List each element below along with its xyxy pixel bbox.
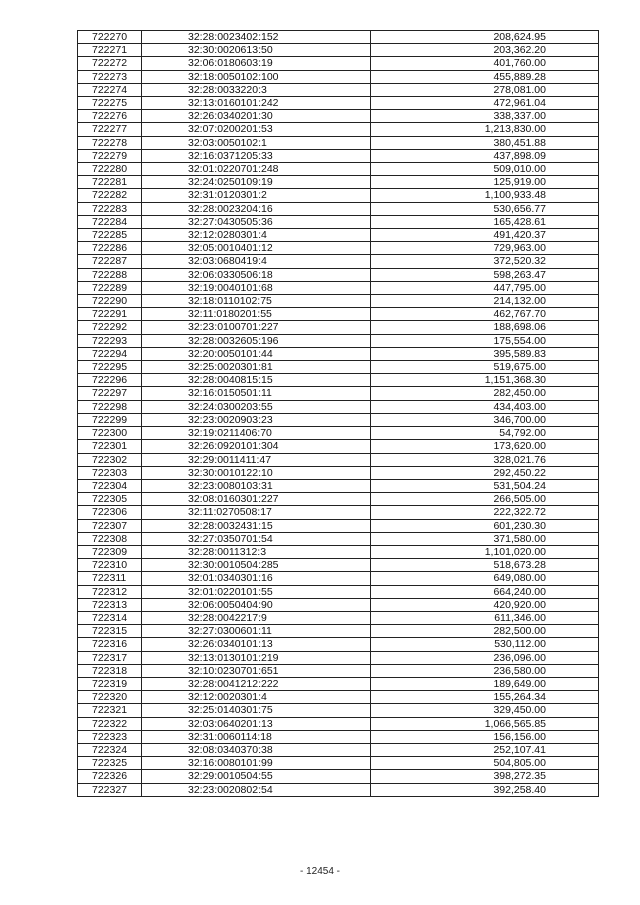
- record-id-cell: 722281: [78, 176, 142, 189]
- cadastral-number-cell: 32:27:0350701:54: [142, 532, 371, 545]
- value-cell: 504,805.00: [371, 757, 599, 770]
- cadastral-number-cell: 32:28:0040815:15: [142, 374, 371, 387]
- table-row: [78, 31, 599, 44]
- record-id-cell: 722286: [78, 242, 142, 255]
- table-row: [78, 506, 599, 519]
- table-row: [78, 255, 599, 268]
- cadastral-number-cell: 32:29:0010504:55: [142, 770, 371, 783]
- record-id-cell: 722284: [78, 215, 142, 228]
- cadastral-number-cell: 32:16:0371205:33: [142, 149, 371, 162]
- record-id-cell: 722302: [78, 453, 142, 466]
- table-row: [78, 730, 599, 743]
- value-cell: 338,337.00: [371, 110, 599, 123]
- value-cell: 203,362.20: [371, 44, 599, 57]
- cadastral-number-cell: 32:19:0040101:68: [142, 281, 371, 294]
- value-cell: 601,230.30: [371, 519, 599, 532]
- value-cell: 372,520.32: [371, 255, 599, 268]
- record-id-cell: 722309: [78, 545, 142, 558]
- record-id-cell: 722282: [78, 189, 142, 202]
- table-row: [78, 691, 599, 704]
- record-id-cell: 722312: [78, 585, 142, 598]
- record-id-cell: 722277: [78, 123, 142, 136]
- table-row: [78, 83, 599, 96]
- table-row: [78, 717, 599, 730]
- table-row: [78, 453, 599, 466]
- record-id-cell: 722298: [78, 400, 142, 413]
- record-id-cell: 722299: [78, 413, 142, 426]
- value-cell: 664,240.00: [371, 585, 599, 598]
- cadastral-number-cell: 32:23:0020903:23: [142, 413, 371, 426]
- record-id-cell: 722303: [78, 466, 142, 479]
- value-cell: 329,450.00: [371, 704, 599, 717]
- record-id-cell: 722306: [78, 506, 142, 519]
- table-row: [78, 638, 599, 651]
- record-id-cell: 722271: [78, 44, 142, 57]
- cadastral-number-cell: 32:23:0100701:227: [142, 321, 371, 334]
- cadastral-number-cell: 32:16:0150501:11: [142, 387, 371, 400]
- record-id-cell: 722321: [78, 704, 142, 717]
- table-row: [78, 242, 599, 255]
- record-id-cell: 722326: [78, 770, 142, 783]
- value-cell: 434,403.00: [371, 400, 599, 413]
- value-cell: 598,263.47: [371, 268, 599, 281]
- record-id-cell: 722287: [78, 255, 142, 268]
- cadastral-number-cell: 32:18:0050102:100: [142, 70, 371, 83]
- cadastral-number-cell: 32:18:0110102:75: [142, 295, 371, 308]
- table-row: [78, 413, 599, 426]
- record-id-cell: 722296: [78, 374, 142, 387]
- record-id-cell: 722301: [78, 440, 142, 453]
- record-id-cell: 722323: [78, 730, 142, 743]
- cadastral-number-cell: 32:06:0330506:18: [142, 268, 371, 281]
- value-cell: 472,961.04: [371, 97, 599, 110]
- table-row: [78, 770, 599, 783]
- cadastral-number-cell: 32:13:0160101:242: [142, 97, 371, 110]
- cadastral-number-cell: 32:31:0060114:18: [142, 730, 371, 743]
- table-row: [78, 598, 599, 611]
- cadastral-number-cell: 32:30:0010122:10: [142, 466, 371, 479]
- value-cell: 380,451.88: [371, 136, 599, 149]
- cadastral-number-cell: 32:28:0033220:3: [142, 83, 371, 96]
- cadastral-number-cell: 32:25:0140301:75: [142, 704, 371, 717]
- table-row: [78, 572, 599, 585]
- value-cell: 491,420.37: [371, 229, 599, 242]
- table-row: [78, 677, 599, 690]
- table-row: [78, 229, 599, 242]
- cadastral-number-cell: 32:23:0020802:54: [142, 783, 371, 796]
- value-cell: 208,624.95: [371, 31, 599, 44]
- cadastral-number-cell: 32:07:0200201:53: [142, 123, 371, 136]
- record-id-cell: 722279: [78, 149, 142, 162]
- table-row: [78, 585, 599, 598]
- page-number: - 12454 -: [299, 866, 341, 877]
- value-cell: 509,010.00: [371, 163, 599, 176]
- record-id-cell: 722319: [78, 677, 142, 690]
- table-row: [78, 70, 599, 83]
- cadastral-number-cell: 32:11:0270508:17: [142, 506, 371, 519]
- value-cell: 1,213,830.00: [371, 123, 599, 136]
- record-id-cell: 722274: [78, 83, 142, 96]
- record-id-cell: 722293: [78, 334, 142, 347]
- value-cell: 392,258.40: [371, 783, 599, 796]
- value-cell: 236,096.00: [371, 651, 599, 664]
- record-id-cell: 722320: [78, 691, 142, 704]
- value-cell: 447,795.00: [371, 281, 599, 294]
- value-cell: 398,272.35: [371, 770, 599, 783]
- cadastral-number-cell: 32:03:0640201:13: [142, 717, 371, 730]
- cadastral-number-cell: 32:19:0211406:70: [142, 427, 371, 440]
- record-id-cell: 722270: [78, 31, 142, 44]
- value-cell: 729,963.00: [371, 242, 599, 255]
- cadastral-number-cell: 32:28:0032605:196: [142, 334, 371, 347]
- record-id-cell: 722316: [78, 638, 142, 651]
- record-id-cell: 722294: [78, 347, 142, 360]
- table-row: [78, 97, 599, 110]
- record-id-cell: 722285: [78, 229, 142, 242]
- record-id-cell: 722308: [78, 532, 142, 545]
- cadastral-number-cell: 32:01:0340301:16: [142, 572, 371, 585]
- cadastral-number-cell: 32:03:0680419:4: [142, 255, 371, 268]
- cadastral-number-cell: 32:01:0220701:248: [142, 163, 371, 176]
- table-row: [78, 347, 599, 360]
- table-row: [78, 110, 599, 123]
- value-cell: 455,889.28: [371, 70, 599, 83]
- value-cell: 189,649.00: [371, 677, 599, 690]
- value-cell: 236,580.00: [371, 664, 599, 677]
- value-cell: 649,080.00: [371, 572, 599, 585]
- cadastral-number-cell: 32:23:0080103:31: [142, 479, 371, 492]
- value-cell: 371,580.00: [371, 532, 599, 545]
- value-cell: 437,898.09: [371, 149, 599, 162]
- record-id-cell: 722325: [78, 757, 142, 770]
- value-cell: 292,450.22: [371, 466, 599, 479]
- value-cell: 155,264.34: [371, 691, 599, 704]
- record-id-cell: 722288: [78, 268, 142, 281]
- table-row: [78, 202, 599, 215]
- value-cell: 188,698.06: [371, 321, 599, 334]
- table-row: [78, 334, 599, 347]
- record-id-cell: 722324: [78, 743, 142, 756]
- cadastral-number-cell: 32:06:0050404:90: [142, 598, 371, 611]
- table-row: [78, 559, 599, 572]
- value-cell: 222,322.72: [371, 506, 599, 519]
- cadastral-number-cell: 32:29:0011411:47: [142, 453, 371, 466]
- value-cell: 519,675.00: [371, 361, 599, 374]
- table-row: [78, 532, 599, 545]
- table-row: [78, 44, 599, 57]
- value-cell: 252,107.41: [371, 743, 599, 756]
- table-row: [78, 374, 599, 387]
- table-row: [78, 149, 599, 162]
- table-row: [78, 189, 599, 202]
- value-cell: 1,151,368.30: [371, 374, 599, 387]
- table-row: [78, 743, 599, 756]
- table-row: [78, 136, 599, 149]
- record-id-cell: 722314: [78, 611, 142, 624]
- cadastral-number-cell: 32:12:0280301:4: [142, 229, 371, 242]
- value-cell: 462,767.70: [371, 308, 599, 321]
- record-id-cell: 722311: [78, 572, 142, 585]
- table-row: [78, 427, 599, 440]
- value-cell: 156,156.00: [371, 730, 599, 743]
- record-id-cell: 722290: [78, 295, 142, 308]
- cadastral-number-cell: 32:30:0010504:285: [142, 559, 371, 572]
- value-cell: 54,792.00: [371, 427, 599, 440]
- cadastral-number-cell: 32:28:0011312:3: [142, 545, 371, 558]
- cadastral-number-cell: 32:08:0160301:227: [142, 493, 371, 506]
- table-row: [78, 321, 599, 334]
- value-cell: 346,700.00: [371, 413, 599, 426]
- value-cell: 278,081.00: [371, 83, 599, 96]
- value-cell: 401,760.00: [371, 57, 599, 70]
- value-cell: 266,505.00: [371, 493, 599, 506]
- value-cell: 420,920.00: [371, 598, 599, 611]
- record-id-cell: 722313: [78, 598, 142, 611]
- value-cell: 173,620.00: [371, 440, 599, 453]
- table-row: [78, 479, 599, 492]
- cadastral-number-cell: 32:12:0020301:4: [142, 691, 371, 704]
- table-row: [78, 387, 599, 400]
- table-row: [78, 361, 599, 374]
- cadastral-number-cell: 32:30:0020613:50: [142, 44, 371, 57]
- value-cell: 1,100,933.48: [371, 189, 599, 202]
- table-row: [78, 295, 599, 308]
- value-cell: 530,656.77: [371, 202, 599, 215]
- record-id-cell: 722289: [78, 281, 142, 294]
- table-row: [78, 545, 599, 558]
- table-row: [78, 163, 599, 176]
- record-id-cell: 722278: [78, 136, 142, 149]
- cadastral-number-cell: 32:20:0050101:44: [142, 347, 371, 360]
- cadastral-number-cell: 32:03:0050102:1: [142, 136, 371, 149]
- cadastral-number-cell: 32:27:0430505:36: [142, 215, 371, 228]
- record-id-cell: 722322: [78, 717, 142, 730]
- table-row: [78, 783, 599, 796]
- record-id-cell: 722307: [78, 519, 142, 532]
- value-cell: 1,101,020.00: [371, 545, 599, 558]
- value-cell: 282,450.00: [371, 387, 599, 400]
- record-id-cell: 722291: [78, 308, 142, 321]
- value-cell: 214,132.00: [371, 295, 599, 308]
- cadastral-number-cell: 32:06:0180603:19: [142, 57, 371, 70]
- record-id-cell: 722283: [78, 202, 142, 215]
- cadastral-number-cell: 32:28:0032431:15: [142, 519, 371, 532]
- table-row: [78, 493, 599, 506]
- table-row: [78, 176, 599, 189]
- table-row: [78, 651, 599, 664]
- cadastral-number-cell: 32:31:0120301:2: [142, 189, 371, 202]
- record-id-cell: 722273: [78, 70, 142, 83]
- cadastral-number-cell: 32:13:0130101:219: [142, 651, 371, 664]
- cadastral-number-cell: 32:26:0920101:304: [142, 440, 371, 453]
- value-cell: 175,554.00: [371, 334, 599, 347]
- table-row: [78, 268, 599, 281]
- value-cell: 395,589.83: [371, 347, 599, 360]
- table-row: [78, 400, 599, 413]
- cadastral-number-cell: 32:28:0041212:222: [142, 677, 371, 690]
- record-id-cell: 722272: [78, 57, 142, 70]
- table-row: [78, 611, 599, 624]
- record-id-cell: 722300: [78, 427, 142, 440]
- value-cell: 1,066,565.85: [371, 717, 599, 730]
- value-cell: 328,021.76: [371, 453, 599, 466]
- record-id-cell: 722280: [78, 163, 142, 176]
- record-id-cell: 722275: [78, 97, 142, 110]
- table-row: [78, 308, 599, 321]
- record-id-cell: 722292: [78, 321, 142, 334]
- value-cell: 611,346.00: [371, 611, 599, 624]
- table-row: [78, 57, 599, 70]
- table-row: [78, 519, 599, 532]
- table-row: [78, 704, 599, 717]
- record-id-cell: 722327: [78, 783, 142, 796]
- cadastral-number-cell: 32:05:0010401:12: [142, 242, 371, 255]
- cadastral-number-cell: 32:26:0340201:30: [142, 110, 371, 123]
- table-row: [78, 123, 599, 136]
- cadastral-number-cell: 32:08:0340370:38: [142, 743, 371, 756]
- cadastral-number-cell: 32:10:0230701:651: [142, 664, 371, 677]
- table-row: [78, 215, 599, 228]
- value-cell: 125,919.00: [371, 176, 599, 189]
- record-id-cell: 722318: [78, 664, 142, 677]
- value-cell: 531,504.24: [371, 479, 599, 492]
- record-id-cell: 722304: [78, 479, 142, 492]
- cadastral-number-cell: 32:26:0340101:13: [142, 638, 371, 651]
- record-id-cell: 722317: [78, 651, 142, 664]
- cadastral-number-cell: 32:24:0250109:19: [142, 176, 371, 189]
- cadastral-number-cell: 32:24:0300203:55: [142, 400, 371, 413]
- record-id-cell: 722310: [78, 559, 142, 572]
- record-id-cell: 722305: [78, 493, 142, 506]
- cadastral-number-cell: 32:28:0023402:152: [142, 31, 371, 44]
- table-row: [78, 664, 599, 677]
- records-table-body: [78, 31, 599, 797]
- table-row: [78, 440, 599, 453]
- record-id-cell: 722295: [78, 361, 142, 374]
- record-id-cell: 722315: [78, 625, 142, 638]
- records-table: [77, 30, 599, 797]
- cadastral-number-cell: 32:27:0300601:11: [142, 625, 371, 638]
- cadastral-number-cell: 32:25:0020301:81: [142, 361, 371, 374]
- table-row: [78, 466, 599, 479]
- cadastral-number-cell: 32:28:0042217:9: [142, 611, 371, 624]
- value-cell: 518,673.28: [371, 559, 599, 572]
- table-row: [78, 281, 599, 294]
- record-id-cell: 722297: [78, 387, 142, 400]
- table-row: [78, 757, 599, 770]
- cadastral-number-cell: 32:01:0220101:55: [142, 585, 371, 598]
- record-id-cell: 722276: [78, 110, 142, 123]
- cadastral-number-cell: 32:28:0023204:16: [142, 202, 371, 215]
- value-cell: 530,112.00: [371, 638, 599, 651]
- value-cell: 282,500.00: [371, 625, 599, 638]
- cadastral-number-cell: 32:11:0180201:55: [142, 308, 371, 321]
- value-cell: 165,428.61: [371, 215, 599, 228]
- cadastral-number-cell: 32:16:0080101:99: [142, 757, 371, 770]
- table-row: [78, 625, 599, 638]
